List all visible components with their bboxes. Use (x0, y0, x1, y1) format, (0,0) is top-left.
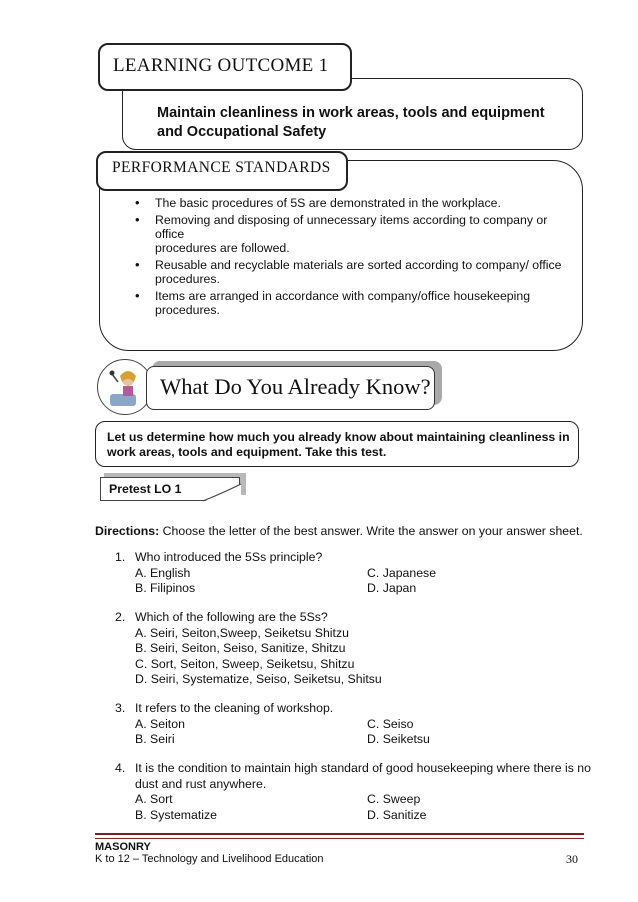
standard-line: • Items are arranged in accordance with company/office housekeeping (155, 289, 531, 303)
question-text: dust and rust anywhere. (135, 776, 267, 791)
option: D. Seiri, Systematize, Seiso, Seiketsu, Shitsu (135, 672, 382, 686)
option: C. Sort, Seiton, Sweep, Seiketsu, Shitzu (135, 656, 355, 671)
standard-item (155, 258, 575, 286)
option: B. Seiri, Seiton, Seiso, Sanitize, Shitzu (135, 641, 346, 655)
learning-outcome-tab-label: LEARNING OUTCOME 1 (113, 55, 329, 76)
directions-text: Choose the letter of the best answer. Write the answer on your answer sheet. (159, 524, 583, 538)
option: D. Sanitize (367, 807, 427, 822)
intro-line1: Let us determine how much you already know about maintaining cleanliness in (107, 430, 570, 444)
directions (95, 524, 583, 538)
directions-label: Directions: (95, 524, 160, 538)
standard-item (155, 289, 575, 317)
footer-course: K to 12 – Technology and Livelihood Education (95, 853, 324, 865)
question-number: 1. (115, 550, 126, 564)
standard-item (155, 196, 575, 210)
heading-box (146, 366, 435, 410)
question-text: It is the condition to maintain high standard of good housekeeping where there is no (135, 761, 591, 775)
option: D. Seiketsu (367, 732, 430, 746)
learning-outcome-text (157, 104, 545, 142)
option: A. Sort (135, 792, 173, 806)
intro-line2: work areas, tools and equipment. Take this test. (107, 445, 387, 459)
performance-standards-tab (96, 151, 348, 191)
question-number: 3. (115, 701, 126, 715)
question-number: 4. (115, 761, 126, 775)
learning-outcome-line2: and Occupational Safety (157, 124, 327, 140)
pretest-label-box (100, 477, 240, 501)
student-icon (98, 360, 153, 415)
footer-subject: MASONRY (95, 841, 151, 853)
question-1 (115, 550, 605, 597)
option: C. Sweep (367, 792, 421, 806)
performance-standards-list (155, 196, 575, 320)
standard-item (155, 213, 575, 255)
option: A. English (135, 565, 191, 580)
question-2 (115, 610, 605, 688)
standard-line: procedures are followed. (155, 241, 290, 255)
option: D. Japan (367, 581, 417, 595)
performance-standards-tab-label: PERFORMANCE STANDARDS (112, 159, 331, 176)
question-number: 2. (115, 610, 126, 624)
option: C. Japanese (367, 565, 437, 580)
standard-line: procedures. (155, 272, 220, 286)
learning-outcome-tab (98, 43, 352, 91)
page-heading: What Do You Already Know? (160, 374, 431, 399)
question-text: Who introduced the 5Ss principle? (135, 550, 323, 564)
option: A. Seiton (135, 716, 185, 731)
question-text: It refers to the cleaning of workshop. (135, 701, 334, 715)
illustration-circle (97, 359, 153, 415)
option: C. Seiso (367, 716, 414, 731)
question-3 (115, 701, 605, 748)
pretest-label: Pretest LO 1 (109, 482, 182, 496)
standard-line: • Removing and disposing of unnecessary items according to company or office (155, 213, 548, 241)
option: A. Seiri, Seiton,Sweep, Seiketsu Shitzu (135, 625, 349, 640)
standard-line: • The basic procedures of 5S are demonstrated in the workplace. (155, 196, 501, 210)
standard-line: procedures. (155, 303, 220, 317)
page-number: 30 (566, 852, 578, 866)
standard-line: • Reusable and recyclable materials are sorted according to company/ office (155, 258, 562, 272)
option: B. Systematize (135, 807, 218, 822)
intro-box (95, 421, 579, 467)
question-text: Which of the following are the 5Ss? (135, 610, 328, 624)
intro-text (107, 430, 570, 460)
option: B. Filipinos (135, 581, 196, 595)
option: B. Seiri (135, 732, 175, 746)
question-4 (115, 761, 605, 823)
learning-outcome-line1: Maintain cleanliness in work areas, tools and equipment (157, 105, 545, 121)
page-curl-icon (195, 482, 241, 502)
footer-rule (95, 833, 584, 839)
